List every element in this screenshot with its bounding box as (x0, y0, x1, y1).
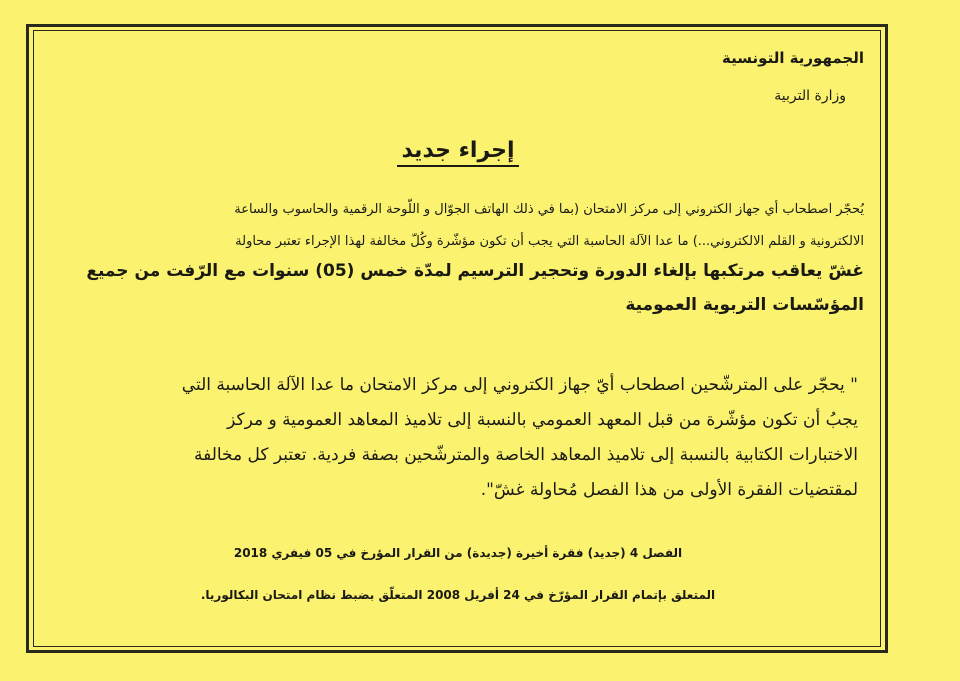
quote-line-3: الاختبارات الكتابية بالنسبة إلى تلاميذ المعاهد الخاصة والمترشّحين بصفة فردية. تعتبر كل مخالفة (193, 445, 858, 465)
republic-name: الجمهورية التونسية (722, 49, 864, 67)
notice-line-3: غشّ يعاقب مرتكبها بإلغاء الدورة وتحجير الترسيم لمدّة خمس (05) سنوات مع الرّفت من جميع (86, 261, 864, 281)
page-title (48, 136, 868, 166)
document-content (48, 40, 868, 640)
quoted-article (58, 368, 858, 508)
notice-line-1: يُحجّر اصطحاب أي جهاز الكتروني إلى مركز الامتحان (بما في ذلك الهاتف الجوّال و اللّوحة الرقمية والحاسوب والساعة (234, 202, 864, 217)
notice-line-4: المؤسّسات التربوية العمومية (625, 295, 864, 315)
quote-line-4: لمقتضيات الفقرة الأولى من هذا الفصل مُحاولة غشّ". (480, 480, 858, 500)
reference-line-2: المتعلق بإتمام القرار المؤرّخ في 24 أفريل 2008 المتعلّق بضبط نظام امتحان البكالوريا. (200, 588, 716, 602)
letterhead (722, 46, 864, 108)
ministry-name: وزارة التربية (774, 88, 846, 104)
notice-line-2: الالكترونية و القلم الالكتروني...) ما عدا الآلة الحاسبة التي يجب أن تكون مؤشّرة وكُلّ مخالفة لهذا الإجراء تعتبر محاولة (235, 234, 864, 249)
legal-reference (48, 540, 868, 608)
quote-line-1: " يحجّر على المترشّحين اصطحاب أيّ جهاز الكتروني إلى مركز الامتحان ما عدا الآلة الحاسبة التي (181, 375, 858, 395)
notice-paragraph (56, 198, 864, 322)
title-text: إجراء جديد (397, 138, 518, 167)
quote-line-2: يجبُ أن تكون مؤشّرة من قبل المعهد العمومي بالنسبة إلى تلاميذ المعاهد العمومية و مركز (227, 410, 858, 430)
reference-line-1: الفصل 4 (جديد) فقرة أخيرة (جديدة) من القرار المؤرخ في 05 فيفري 2018 (233, 546, 683, 560)
